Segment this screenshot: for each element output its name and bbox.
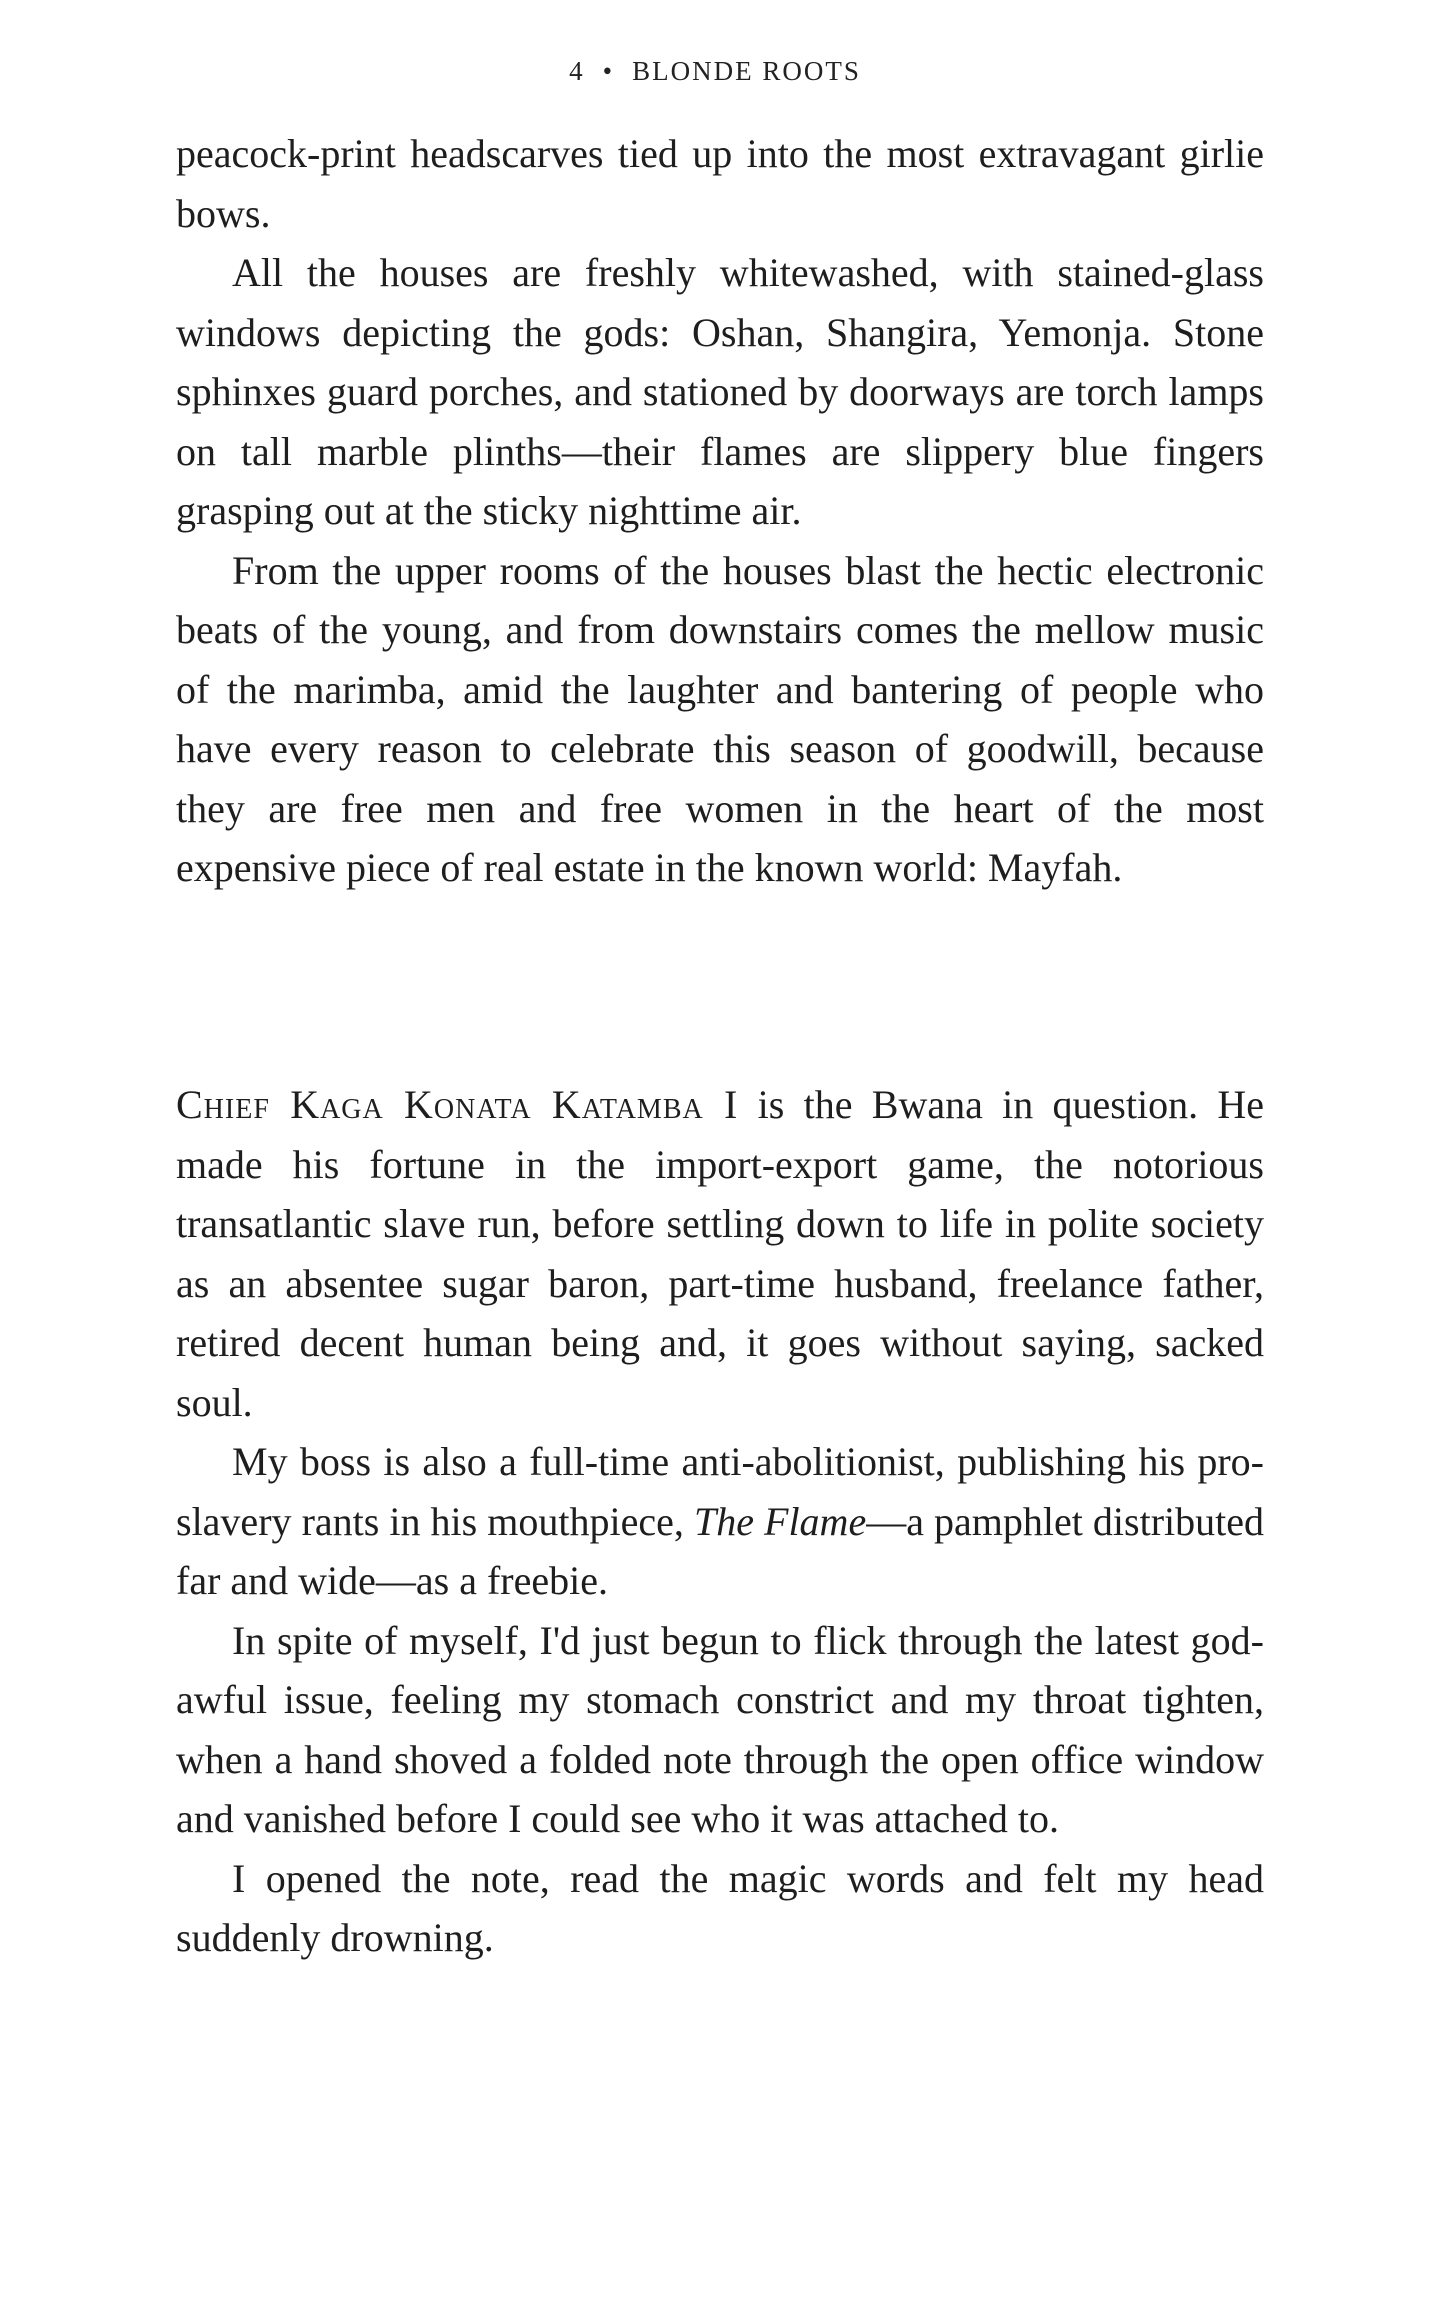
running-head [0,56,1430,87]
section-two [176,1075,1264,1968]
paragraph-chief [176,1075,1264,1432]
paragraph-note: In spite of myself, I'd just begun to flick through the latest god-awful issue, feeling my stomach constrict and my throat tighten, when a hand shoved a folded note through the open office window and vanished before I could see who it was attached to. [176,1617,1264,1841]
paragraph-music: From the upper rooms of the houses blast the hectic electronic beats of the young, and from downstairs comes the mellow music of the marimba, amid the laughter and bantering of people who have every reason to celebrate this season of goodwill, because they are free men and free women in the heart of the most expensive piece of real estate in the known world: Mayfah. [176,547,1264,890]
header-separator: • [602,56,615,86]
book-title: BLONDE ROOTS [632,56,861,86]
paragraph-continued: peacock-print headscarves tied up into the most extravagant girlie bows. [176,131,1264,236]
boss-text-after: —a pamphlet distributed far and wide—as a freebie. [176,1498,1265,1603]
pamphlet-title: The Flame [693,1498,867,1544]
chief-name: Chief Kaga Konata Katamba I [176,1082,739,1127]
paragraph-drowning: I opened the note, read the magic words and felt my head suddenly drowning. [176,1855,1264,1960]
paragraph-boss [176,1432,1264,1611]
paragraph-houses: All the houses are freshly whitewashed, with stained-glass windows depicting the gods: Oshan, Shangira, Yemonja. Stone sphinxes guard porches, and stationed by doorways are torch lamps on tall marble plinths—their flames are slippery blue fingers grasping out at the sticky nighttime air. [176,250,1264,533]
chief-description: is the Bwana in question. He made his fortune in the import-export game, the notorious transatlantic slave run, before settling down to life in polite society as an absentee sugar baron, part-time husband, freelance father, retired decent human being and, it goes without saying, sacked soul. [176,1082,1264,1425]
boss-text-before: My boss is also a full-time anti-abolitionist, publishing his pro-slavery rants in his mouthpiece, [176,1439,1264,1544]
section-one [176,124,1264,898]
page-number: 4 [569,56,585,86]
